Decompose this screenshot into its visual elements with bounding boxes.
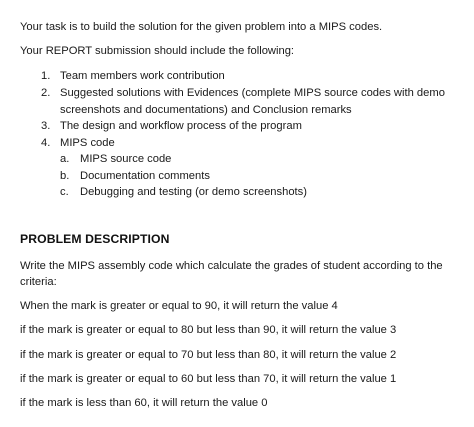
list-item-number: 3. — [41, 120, 51, 132]
sublist-item-text: MIPS source code — [80, 153, 172, 165]
grading-rule: if the mark is less than 60, it will return the value 0 — [20, 397, 268, 409]
sublist-item-letter: a. — [60, 153, 70, 165]
list-item-text: The design and workflow process of the program — [60, 120, 302, 132]
list-item-text: Suggested solutions with Evidences (complete MIPS source codes with demo — [60, 87, 445, 99]
grading-rule: When the mark is greater or equal to 90, it will return the value 4 — [20, 300, 338, 312]
list-item-text-continuation: screenshots and documentations) and Conclusion remarks — [60, 104, 352, 116]
problem-description-text: Write the MIPS assembly code which calculate the grades of student according to the — [20, 260, 443, 272]
list-item-number: 2. — [41, 87, 51, 99]
report-requirements-intro: Your REPORT submission should include the following: — [20, 45, 295, 57]
sublist-item-text: Debugging and testing (or demo screenshots) — [80, 186, 307, 198]
sublist-item-letter: c. — [60, 186, 69, 198]
problem-description-text-continuation: criteria: — [20, 276, 57, 288]
sublist-item-letter: b. — [60, 170, 70, 182]
grading-rule: if the mark is greater or equal to 70 but less than 80, it will return the value 2 — [20, 349, 397, 361]
task-statement: Your task is to build the solution for the given problem into a MIPS codes. — [20, 21, 383, 33]
list-item-number: 1. — [41, 70, 51, 82]
problem-description-heading: PROBLEM DESCRIPTION — [20, 232, 170, 246]
grading-rule: if the mark is greater or equal to 80 but less than 90, it will return the value 3 — [20, 324, 397, 336]
list-item-text: Team members work contribution — [60, 70, 225, 82]
sublist-item-text: Documentation comments — [80, 170, 210, 182]
grading-rule: if the mark is greater or equal to 60 but less than 70, it will return the value 1 — [20, 373, 397, 385]
list-item-number: 4. — [41, 137, 51, 149]
list-item-text: MIPS code — [60, 137, 115, 149]
